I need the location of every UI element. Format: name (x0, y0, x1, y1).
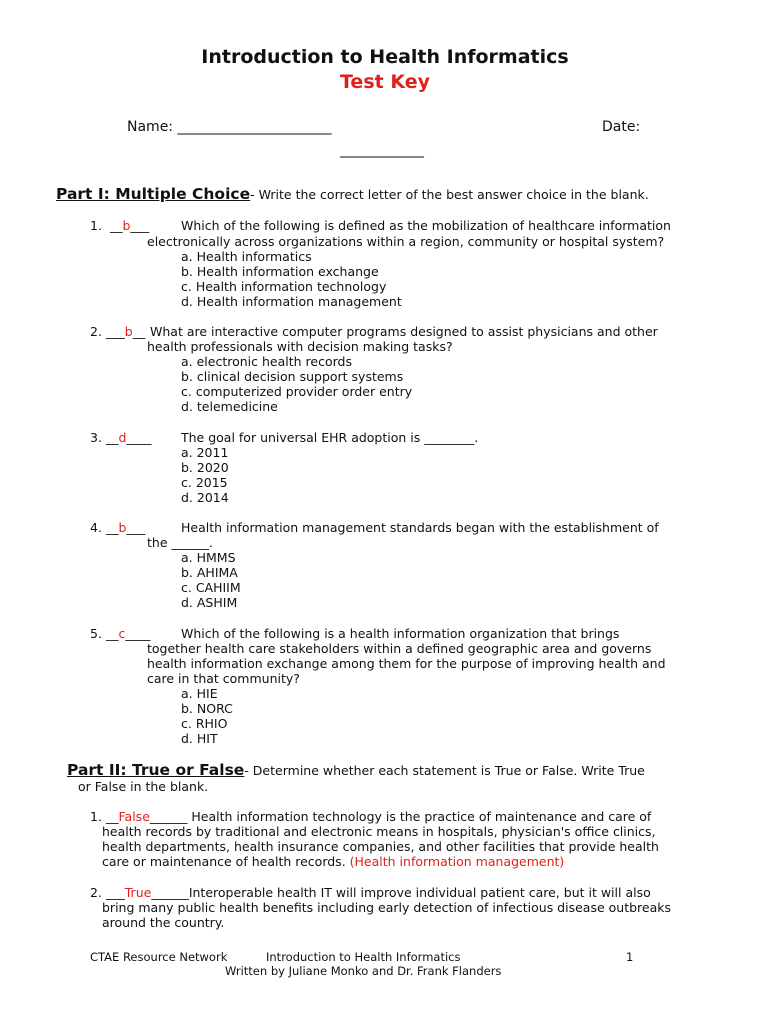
tf-question-1-text: care or maintenance of health records. (Health information management) (102, 854, 565, 869)
mc-question-5-text: health information exchange among them for the purpose of improving health and (147, 656, 666, 671)
part2-heading: Part II: True or False (67, 761, 245, 779)
tf-answer-1: False (118, 809, 150, 824)
mc-question-3-blank: __d____ (106, 430, 152, 445)
tf-correction-1: (Health information management) (349, 854, 565, 869)
mc-question-2-number: 2. (90, 324, 102, 339)
part2-header-line (67, 760, 645, 779)
mc-question-5-number: 5. (90, 626, 102, 641)
tf-answer-2: True (124, 885, 152, 900)
part2-instructions: - Determine whether each statement is True or False. Write True (244, 763, 645, 778)
date-field-line: ____________ (340, 142, 424, 158)
mc-choice: a. Health informatics (181, 249, 312, 264)
mc-question-4-number: 4. (90, 520, 102, 535)
mc-question-3-number: 3. (90, 430, 102, 445)
mc-answer-5: c (118, 626, 126, 641)
mc-answer-1: b (122, 218, 131, 233)
part1-heading: Part I: Multiple Choice (56, 185, 251, 203)
mc-choice: d. telemedicine (181, 399, 278, 414)
mc-choice: d. ASHIM (181, 595, 238, 610)
part1-header-line (56, 184, 649, 203)
mc-choice: a. 2011 (181, 445, 229, 460)
mc-question-3-text: The goal for universal EHR adoption is ________. (181, 430, 479, 445)
mc-question-2-blank: ___b__ (106, 324, 146, 339)
mc-question-1-number: 1. (90, 218, 102, 233)
mc-choice: b. NORC (181, 701, 233, 716)
mc-question-5-blank: __c____ (106, 626, 151, 641)
document-title: Introduction to Health Informatics (201, 46, 569, 68)
document-subtitle: Test Key (340, 71, 430, 93)
mc-answer-4: b (118, 520, 127, 535)
mc-choice: b. 2020 (181, 460, 229, 475)
mc-answer-2: b (124, 324, 133, 339)
mc-choice: b. clinical decision support systems (181, 369, 404, 384)
mc-question-1-blank: __b___ (110, 218, 150, 233)
mc-choice: a. HMMS (181, 550, 236, 565)
mc-answer-3: d (118, 430, 127, 445)
mc-choice: d. 2014 (181, 490, 229, 505)
tf-question-2-text: around the country. (102, 915, 225, 930)
mc-question-1-text: electronically across organizations within a region, community or hospital system? (147, 234, 665, 249)
part2-instructions: or False in the blank. (78, 779, 209, 794)
footer-left: CTAE Resource Network (90, 950, 228, 964)
mc-choice: a. HIE (181, 686, 218, 701)
part1-instructions: - Write the correct letter of the best answer choice in the blank. (250, 187, 649, 202)
mc-question-5-text: Which of the following is a health information organization that brings (181, 626, 620, 641)
tf-question-1-text: health records by traditional and electronic means in hospitals, physician's office clinics, (102, 824, 656, 839)
tf-question-1-text: Health information technology is the practice of maintenance and care of (187, 809, 652, 824)
mc-choice: a. electronic health records (181, 354, 352, 369)
tf-question-1-number: 1. (90, 809, 102, 824)
mc-choice: c. computerized provider order entry (181, 384, 413, 399)
tf-question-2-number: 2. (90, 885, 102, 900)
mc-choice: c. RHIO (181, 716, 228, 731)
name-field-label: Name: ______________________ (127, 119, 332, 135)
mc-choice: c. CAHIIM (181, 580, 241, 595)
mc-question-1-text: Which of the following is defined as the mobilization of healthcare information (181, 218, 671, 233)
tf-question-1-blank: __False______ Health information technology is the practice of maintenance and care of (106, 809, 652, 824)
tf-question-2-text: bring many public health benefits including early detection of infectious disease outbreaks (102, 900, 672, 915)
mc-question-4-text: Health information management standards began with the establishment of (181, 520, 659, 535)
footer-center: Introduction to Health Informatics (266, 950, 461, 964)
mc-choice: d. HIT (181, 731, 218, 746)
mc-question-5-text: care in that community? (147, 671, 300, 686)
mc-question-2-text: What are interactive computer programs designed to assist physicians and other (150, 324, 658, 339)
mc-choice: b. AHIMA (181, 565, 238, 580)
page-number: 1 (626, 950, 634, 964)
mc-choice: c. 2015 (181, 475, 228, 490)
tf-question-2-text: Interoperable health IT will improve individual patient care, but it will also (188, 885, 651, 900)
tf-question-2-blank: ___True______Interoperable health IT will improve individual patient care, but it will also (106, 885, 651, 900)
mc-question-4-text: the ______. (147, 535, 213, 550)
date-field-label: Date: (602, 119, 641, 135)
mc-question-4-blank: __b___ (106, 520, 146, 535)
mc-choice: b. Health information exchange (181, 264, 379, 279)
footer-authors: Written by Juliane Monko and Dr. Frank Flanders (225, 964, 502, 978)
tf-question-1-text: health departments, health insurance companies, and other facilities that provide health (102, 839, 659, 854)
mc-question-2-text: health professionals with decision making tasks? (147, 339, 453, 354)
mc-question-5-text: together health care stakeholders within a defined geographic area and governs (147, 641, 652, 656)
mc-choice: d. Health information management (181, 294, 402, 309)
mc-choice: c. Health information technology (181, 279, 387, 294)
